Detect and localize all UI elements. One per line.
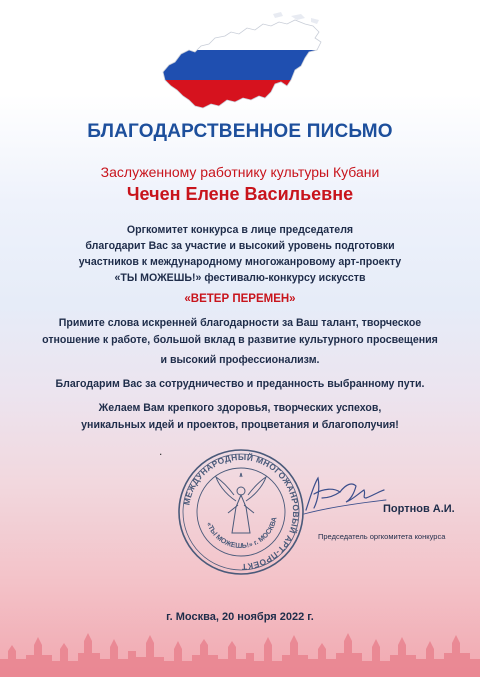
place-and-date: г. Москва, 20 ноября 2022 г. [166, 611, 314, 623]
letter-title: БЛАГОДАРСТВЕННОЕ ПИСЬМО [87, 121, 393, 142]
event-name: «ВЕТЕР ПЕРЕМЕН» [184, 293, 296, 305]
organization-stamp [176, 447, 306, 577]
body-line-2: благодарит Вас за участие и высокий уровень подготовки [85, 240, 395, 252]
body-line-1: Оргкомитет конкурса в лице председателя [126, 224, 354, 236]
signer-title: Председатель оргкомитета конкурса [318, 532, 446, 541]
moscow-skyline-decoration [0, 615, 480, 677]
body-line-3: участников к международному многожанровому арт-проекту [78, 256, 402, 268]
body-line-9: Желаем Вам крепкого здоровья, творческих успехов, [98, 402, 382, 414]
body-line-6: отношение к работе, большой вклад в развитие культурного просвещения [42, 334, 438, 346]
svg-text:МЕЖДУНАРОДНЫЙ МНОГОЖАНРОВЫЙ АР [181, 451, 301, 572]
body-line-5: Примите слова искренней благодарности за Ваш талант, творческое [58, 317, 422, 329]
stamp-outer-text: МЕЖДУНАРОДНЫЙ МНОГОЖАНРОВЫЙ АРТ-ПРОЕКТ [181, 451, 302, 573]
russia-map-flag-icon [155, 10, 330, 120]
angel-emblem-icon [216, 473, 266, 533]
recipient-name: Чечен Елене Васильевне [126, 184, 354, 204]
stamp-inner-text: «ТЫ МОЖЕШЬ!» г. МОСКВА [204, 516, 279, 551]
body-line-10: уникальных идей и проектов, процветания и благополучия! [81, 419, 399, 431]
signer-name: Портнов А.И. [383, 503, 455, 515]
recipient-role: Заслуженному работнику культуры Кубани [100, 164, 380, 180]
body-line-8: Благодарим Вас за сотрудничество и преданность выбранному пути. [55, 378, 425, 390]
body-line-7: и высокий профессионализм. [160, 354, 320, 366]
handwritten-signature [300, 470, 390, 518]
stray-dot: . [159, 444, 163, 458]
body-line-4: «ТЫ МОЖЕШЬ!» фестивалю-конкурсу искусств [114, 272, 366, 284]
